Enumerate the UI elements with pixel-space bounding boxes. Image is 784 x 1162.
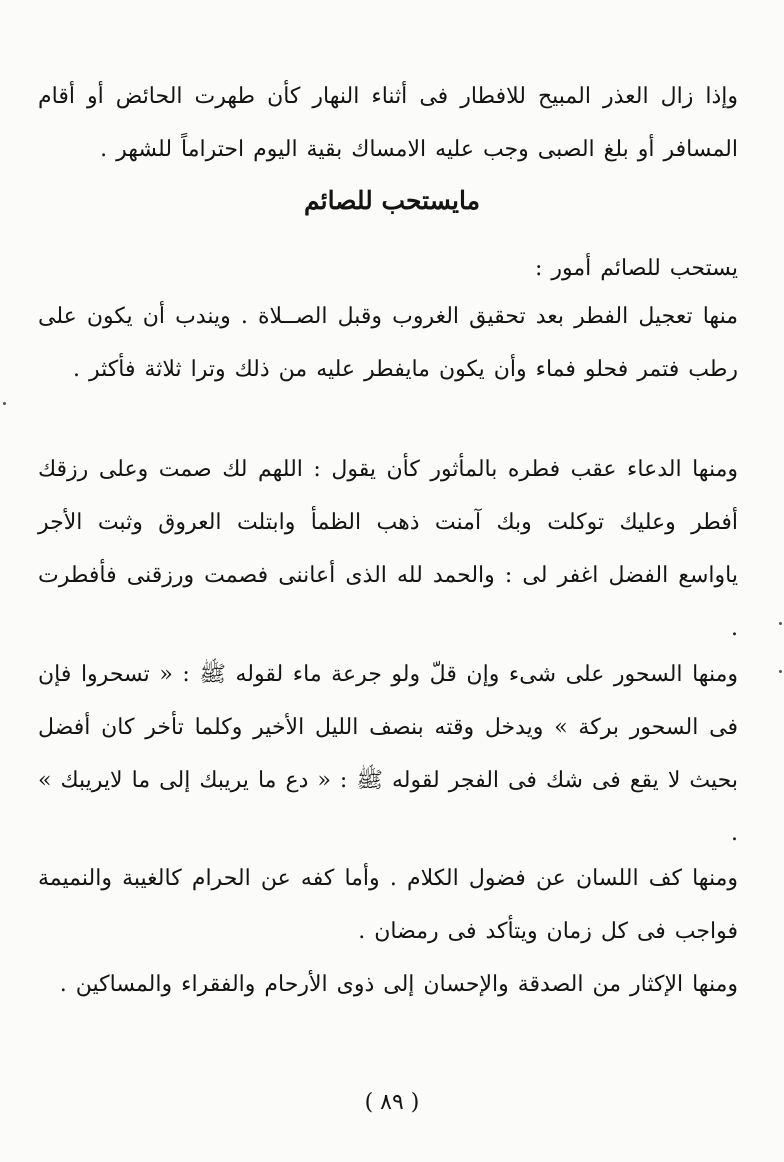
intro-block: [38, 242, 738, 295]
item-block-2: [38, 443, 738, 655]
section-heading: مايستحب للصائم: [304, 186, 480, 215]
item-block-3: [38, 648, 738, 860]
item-block-4: [38, 852, 738, 958]
recommendation-paragraph: ومنها السحور على شىء وإن قلّ ولو جرعة ماء لقوله ﷺ : « تسحروا فإن فى السحور بركة » ويدخل وقته بنصف الليل الأخير وكلما تأخر كان أفضل بحيث لا يقع فى شك فى الفجر لقوله ﷺ : « دع ما يريبك إلى ما لايريبك » .: [38, 662, 738, 846]
scan-speck: [3, 402, 6, 405]
item-block-1: [38, 290, 738, 396]
page-number: ( ٨٩ ): [364, 1090, 420, 1115]
opening-paragraph-block: [38, 70, 738, 176]
recommendation-paragraph: ومنها الإكثار من الصدقة والإحسان إلى ذوى الأرحام والفقراء والمساكين .: [59, 972, 738, 997]
item-block-5: [38, 958, 738, 1011]
recommendation-paragraph: منها تعجيل الفطر بعد تحقيق الغروب وقبل الصــلاة . ويندب أن يكون على رطب فتمر فحلو فماء وأن يكون مايفطر عليه من ذلك وترا ثلاثة فأكثر .: [38, 304, 738, 382]
intro-line: يستحب للصائم أمور :: [534, 256, 738, 281]
recommendation-paragraph: ومنها الدعاء عقب فطره بالمأثور كأن يقول : اللهم لك صمت وعلى رزقك أفطر وعليك توكلت وبك آمنت ذهب الظمأ وابتلت العروق وثبت الأجر ياواسع الفضل اغفر لى : والحمد لله الذى أعاننى فصمت ورزقنى فأفطرت .: [38, 457, 738, 641]
recommendation-paragraph: ومنها كف اللسان عن فضول الكلام . وأما كفه عن الحرام كالغيبة والنميمة فواجب فى كل زمان ويتأكد فى رمضان .: [38, 866, 738, 944]
opening-paragraph: وإذا زال العذر المبيح للافطار فى أثناء النهار كأن طهرت الحائض أو أقام المسافر أو بلغ الصبى وجب عليه الامساك بقية اليوم احتراماً للشهر .: [38, 84, 738, 162]
scan-speck: [779, 670, 782, 673]
scan-speck: [779, 622, 782, 625]
